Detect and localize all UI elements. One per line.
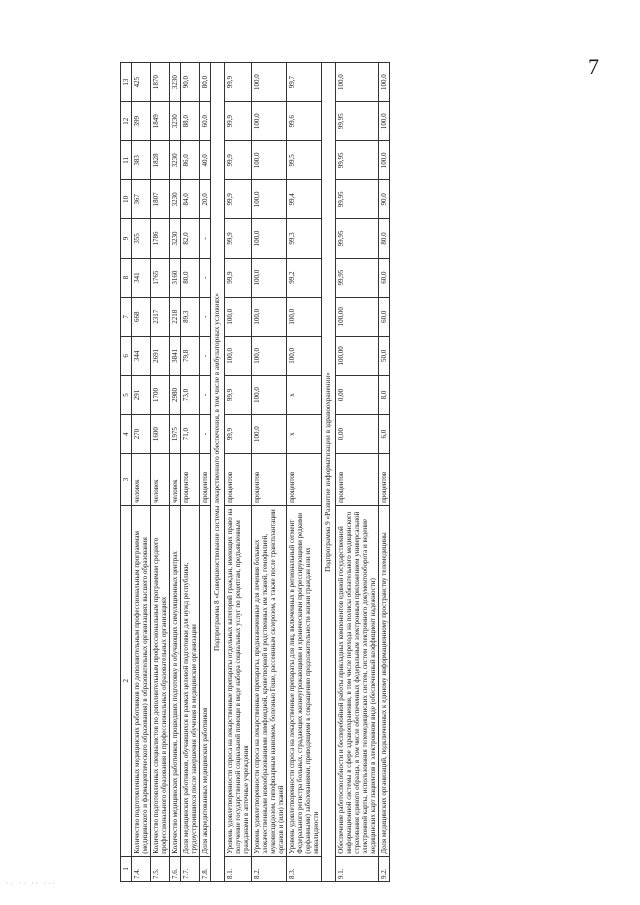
column-header: 12 [121,102,132,141]
value-cell: 341 [132,258,151,297]
value-cell: 3230 [170,180,181,219]
header-row [121,63,132,882]
value-cell: 99,3 [287,219,322,258]
value-cell: 100,0 [251,63,286,102]
unit-cell: процентов [200,454,211,506]
value-cell: 99,95 [335,141,378,180]
value-cell: 99,95 [335,258,378,297]
column-header: 5 [121,375,132,414]
value-cell: 80,0 [200,63,211,102]
value-cell: 0,00 [335,415,378,454]
table-row [132,63,151,882]
value-cell: 1870 [151,63,170,102]
value-cell: 80,0 [378,219,389,258]
value-cell: 100,0 [224,297,251,336]
value-cell: 84,0 [181,180,200,219]
value-cell: 90,0 [181,63,200,102]
column-header: 13 [121,63,132,102]
row-number: 8.2. [251,856,286,881]
indicator-name: Доля аккредитованных медицинских работников [200,505,211,856]
column-header: 9 [121,219,132,258]
row-number: 7.5. [151,856,170,881]
column-header: 3 [121,454,132,506]
table-row [181,63,200,882]
value-cell: 100,0 [335,63,378,102]
unit-cell: процентов [287,454,322,506]
indicator-name: Уровень удовлетворенности спроса на лекарственные препараты отдельных категорий граждан, имеющих право на получение государственной социальной помощи в виде набора социальных услуг по рецептам, предъявленным гражданами в аптечные учреждения [224,505,251,856]
unit-cell: человек [151,454,170,506]
value-cell: 344 [132,336,151,375]
value-cell: 99,2 [287,258,322,297]
value-cell: 668 [132,297,151,336]
indicators-table [120,62,390,882]
column-header: 10 [121,180,132,219]
value-cell: 100,0 [251,415,286,454]
table-row [170,63,181,882]
table-body [132,63,390,882]
row-number: 8.1. [224,856,251,881]
value-cell: 99,95 [335,219,378,258]
value-cell: - [200,297,211,336]
value-cell: 1765 [151,258,170,297]
column-header: 2 [121,505,132,856]
value-cell: 1807 [151,180,170,219]
page-number: 7 [588,54,599,79]
indicators-table-container [120,62,640,882]
value-cell: 40,0 [200,141,211,180]
value-cell: 3160 [170,258,181,297]
table-row [378,63,389,882]
subprogram-heading: Подпрограмма 9 «Развитие информатизации в здравоохранении» [322,63,335,882]
value-cell: 86,0 [181,141,200,180]
value-cell: 71,0 [181,415,200,454]
value-cell: 8,0 [378,375,389,414]
unit-cell: процентов [251,454,286,506]
unit-cell: человек [132,454,151,506]
value-cell: 99,9 [224,141,251,180]
value-cell: 1700 [151,375,170,414]
value-cell: 100,0 [251,219,286,258]
column-header: 7 [121,297,132,336]
value-cell: 355 [132,219,151,258]
value-cell: 100,0 [287,297,322,336]
value-cell: 99,4 [287,180,322,219]
value-cell: 367 [132,180,151,219]
column-header: 8 [121,258,132,297]
value-cell: - [200,258,211,297]
value-cell: x [287,375,322,414]
value-cell: 100,00 [335,297,378,336]
value-cell: 99,95 [335,180,378,219]
value-cell: 425 [132,63,151,102]
value-cell: 0,00 [335,375,378,414]
value-cell: 99,6 [287,102,322,141]
unit-cell: процентов [378,454,389,506]
row-number: 7.7. [181,856,200,881]
column-header: 6 [121,336,132,375]
column-header: 1 [121,856,132,881]
value-cell: 100,0 [224,336,251,375]
value-cell: 100,0 [287,336,322,375]
value-cell: 3230 [170,141,181,180]
value-cell: 100,0 [378,141,389,180]
table-row [200,63,211,882]
row-number: 7.6. [170,856,181,881]
value-cell: 1786 [151,219,170,258]
subprogram-heading: Подпрограмма 8 «Совершенствование системы лекарственного обеспечения, в том числе в амбулаторных условиях» [211,63,224,882]
unit-cell: процентов [224,454,251,506]
value-cell: 100,0 [378,102,389,141]
value-cell: 1849 [151,102,170,141]
unit-cell: процентов [181,454,200,506]
value-cell: 100,0 [251,141,286,180]
value-cell: 100,0 [251,375,286,414]
value-cell: 60,0 [200,102,211,141]
value-cell: 82,0 [181,219,200,258]
value-cell: 89,3 [181,297,200,336]
scan-mark: ·· ·· ·· ··· [6,880,57,887]
subprogram-heading-row [322,63,335,882]
value-cell: 99,7 [287,63,322,102]
value-cell: 100,00 [335,336,378,375]
indicator-name: Количество медицинских работников, прошедших подготовку в обучающих симуляционных центрах [170,505,181,856]
row-number: 9.2. [378,856,389,881]
value-cell: 73,0 [181,375,200,414]
value-cell: 3841 [170,336,181,375]
indicator-name: Уровень удовлетворенности спроса на лекарственные препараты, предназначенные для лечения больных злокачественными новообразованиями лимфоидной, кроветворной и родственных им тканей, гемофилией, муковисцидозом, гипофизарным нанизмом, болезнью Гоше, рассеянным склерозом, а также после трансплантации органов и (или) тканей [251,505,286,856]
value-cell: 291 [132,375,151,414]
value-cell: 100,0 [251,180,286,219]
table-row [251,63,286,882]
value-cell: 2218 [170,297,181,336]
row-number: 9.1. [335,856,378,881]
indicator-name: Количество подготовленных специалистов по дополнительным профессиональным программам среднего профессионального образования в профессиональных образовательных организациях [151,505,170,856]
value-cell: 1975 [170,415,181,454]
value-cell: 20,0 [200,180,211,219]
row-number: 7.8. [200,856,211,881]
indicator-name: Количество подготовленных медицинских работников по дополнительным профессиональным программам (медицинского и фармацевтического образования) в образовательных организациях высшего образования [132,505,151,856]
column-header: 4 [121,415,132,454]
value-cell: - [200,336,211,375]
value-cell: 99,9 [224,180,251,219]
value-cell: 3230 [170,102,181,141]
value-cell: 99,5 [287,141,322,180]
value-cell: 100,0 [378,63,389,102]
value-cell: 50,0 [378,336,389,375]
column-header: 11 [121,141,132,180]
table-row [151,63,170,882]
value-cell: 99,9 [224,63,251,102]
value-cell: - [200,375,211,414]
value-cell: 99,9 [224,102,251,141]
value-cell: 80,0 [181,258,200,297]
table-row [224,63,251,882]
indicator-name: Доля медицинских работников, обучавшихся в рамках целевой подготовки для нужд республики, трудоустроившихся после завершения обучения в медицинские организации [181,505,200,856]
row-number: 7.4. [132,856,151,881]
value-cell: 99,9 [224,258,251,297]
value-cell: 100,0 [251,297,286,336]
value-cell: 2317 [151,297,170,336]
value-cell: 99,95 [335,102,378,141]
indicator-name: Уровень удовлетворенности спроса на лекарственные препараты для лиц, включенных в региональный сегмент Федерального регистра больных, страдающих жизнеугрожающими и хроническими прогрессирующими редкими (орфанными) заболеваниями, приводящими к сокращению продолжительности жизни граждан или их инвалидности [287,505,322,856]
value-cell: 383 [132,141,151,180]
table-row [287,63,322,882]
value-cell: 60,0 [378,258,389,297]
value-cell: 100,0 [251,258,286,297]
subprogram-heading-row [211,63,224,882]
value-cell: 88,0 [181,102,200,141]
value-cell: 3230 [170,63,181,102]
value-cell: 1600 [151,415,170,454]
value-cell: 99,9 [224,415,251,454]
value-cell: 3230 [170,219,181,258]
unit-cell: процентов [335,454,378,506]
value-cell: 1828 [151,141,170,180]
value-cell: 99,9 [224,375,251,414]
indicator-name: Обеспечение работоспособности и бесперебойной работы прикладных компонентов единой государственной информационной системы в сфере здравоохранения, в том числе перехода на полисы обязательного медицинского страхования единого образца, в том числе обеспеченных федеральным электронным приложением универсальной электронной карты, использования телемедицинских систем, систем электронного документооборота и ведение медицинских карт пациентов в электронном виде (обеспеченный коэффициент надежности) [335,505,378,856]
value-cell: 6,0 [378,415,389,454]
value-cell: 90,0 [378,180,389,219]
indicator-name: Доля медицинских организаций, подключенных к единому информационному пространству телемедицины [378,505,389,856]
value-cell: 399 [132,102,151,141]
value-cell: 79,8 [181,336,200,375]
value-cell: 99,9 [224,219,251,258]
unit-cell: человек [170,454,181,506]
value-cell: - [200,219,211,258]
value-cell: 2980 [170,375,181,414]
value-cell: x [287,415,322,454]
value-cell: - [200,415,211,454]
value-cell: 100,0 [251,102,286,141]
table-row [335,63,378,882]
value-cell: 100,0 [251,336,286,375]
value-cell: 270 [132,415,151,454]
value-cell: 2691 [151,336,170,375]
value-cell: 60,0 [378,297,389,336]
row-number: 8.3. [287,856,322,881]
